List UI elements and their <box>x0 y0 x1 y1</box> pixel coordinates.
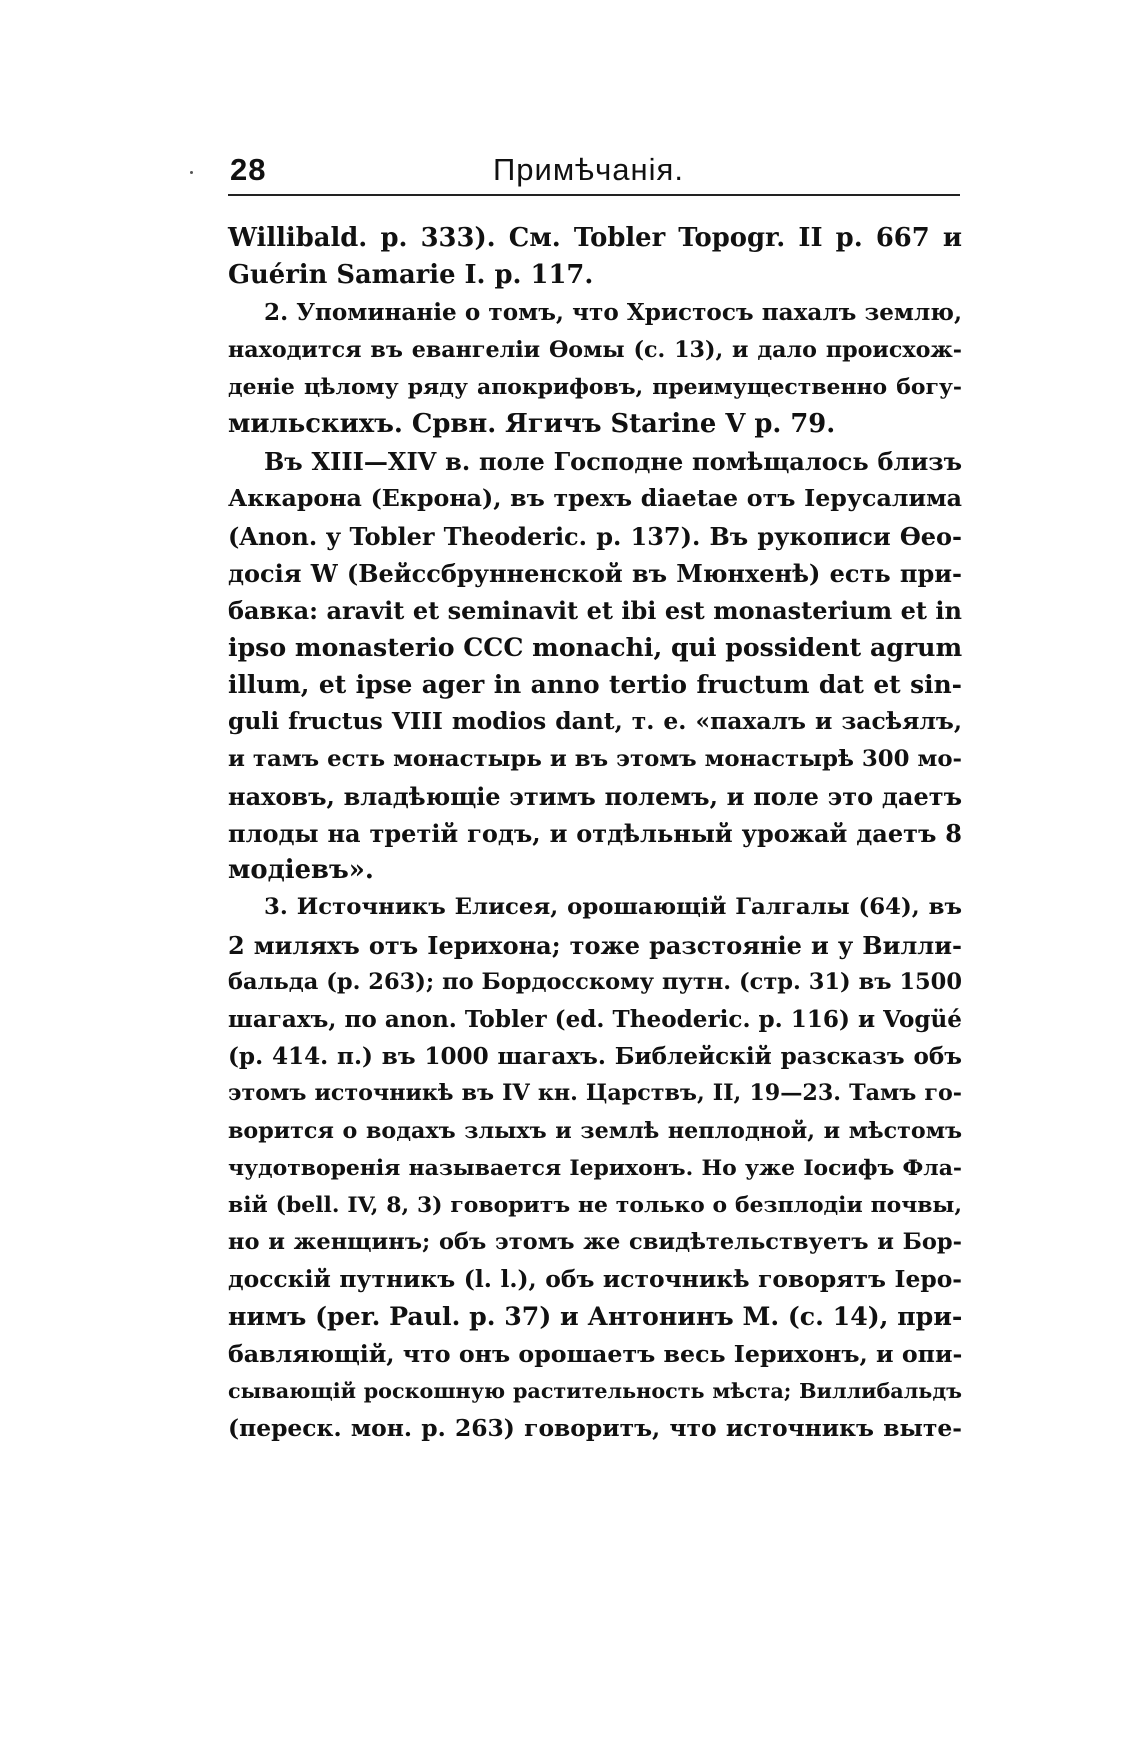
text-line: находится въ евангеліи Ѳомы (с. 13), и дало происхож- <box>228 336 962 363</box>
text-line: наховъ, владѣющіе этимъ полемъ, и поле это даетъ <box>228 781 962 811</box>
text-line: досія W (Вейссбрунненской въ Мюнхенѣ) есть при- <box>228 558 962 588</box>
text-line: (Anon. y Tobler Theoderic. p. 137). Въ рукописи Ѳео- <box>228 521 962 551</box>
running-title: Примѣчанія. <box>493 152 684 187</box>
text-line: бальда (p. 263); по Бордосскому путн. (стр. 31) въ 1500 <box>228 968 962 995</box>
text-line: плоды на третій годъ, и отдѣльный урожай даетъ 8 <box>228 819 962 848</box>
page-number: 28 <box>230 152 267 187</box>
text-line: Willibald. p. 333). См. Tobler Topogr. II p. 667 и <box>228 223 962 253</box>
text-line: деніе цѣлому ряду апокрифовъ, преимущественно богу- <box>228 373 962 400</box>
text-line: guli fructus VIII modios dant, т. е. «пахалъ и засѣялъ, <box>228 707 962 736</box>
text-line: мильскихъ. Срвн. Ягичъ Starine V p. 79. <box>228 408 836 439</box>
text-line: (p. 414. п.) въ 1000 шагахъ. Библейскій разсказъ объ <box>228 1043 962 1071</box>
text-line: 2 миляхъ отъ Іерихона; тоже разстояніе и у Вилли- <box>228 930 962 960</box>
text-line: Въ XIII—XIV в. поле Господне помѣщалось близъ <box>264 447 962 477</box>
text-line: досскій путникъ (l. l.), объ источникѣ говорятъ Іеро- <box>228 1265 962 1294</box>
text-line: Guérin Samarie I. p. 117. <box>228 260 594 291</box>
text-line: модіевъ». <box>228 855 374 886</box>
text-line: нимъ (per. Paul. p. 37) и Антонинъ М. (с. 14), при- <box>228 1301 963 1332</box>
text-line: шагахъ, по anon. Tobler (ed. Theoderic. p. 116) и Vogüé <box>228 1005 962 1033</box>
margin-dot <box>190 171 193 174</box>
text-line: чудотворенія называется Іерихонъ. Но уже Іосифъ Фла- <box>228 1154 962 1181</box>
text-line: этомъ источникѣ въ IV кн. Царствъ, II, 19—23. Тамъ го- <box>228 1080 962 1107</box>
text-line: 2. Упоминаніе о томъ, что Христосъ пахалъ землю, <box>264 299 962 327</box>
text-line: бавка: aravit et seminavit et ibi est monasterium et in <box>228 595 962 625</box>
text-line: бавляющій, что онъ орошаетъ весь Іерихонъ, и опи- <box>228 1339 963 1368</box>
text-line: illum, et ipse ager in anno tertio fructum dat et sin- <box>228 670 962 700</box>
text-line: ipso monasterio CCC monachi, qui possident agrum <box>228 632 963 663</box>
text-line: вій (bell. IV, 8, 3) говоритъ не только о безплодіи почвы, <box>228 1191 962 1218</box>
text-line: сывающій роскошную растительность мѣста; Виллибальдъ <box>228 1378 962 1403</box>
text-line: ворится о водахъ злыхъ и землѣ неплодной, и мѣстомъ <box>228 1117 962 1144</box>
text-line: и тамъ есть монастырь и въ этомъ монастырѣ 300 мо- <box>228 745 962 772</box>
body-text <box>228 220 962 1447</box>
page-header <box>228 148 960 196</box>
text-line: (переск. мон. p. 263) говоритъ, что источникъ выте- <box>228 1414 962 1442</box>
text-line: но и женщинъ; объ этомъ же свидѣтельствуетъ и Бор- <box>228 1229 962 1256</box>
text-line: 3. Источникъ Елисея, орошающій Галгалы (64), въ <box>264 894 962 921</box>
text-line: Аккарона (Екрона), въ трехъ diaetae отъ Іерусалима <box>228 484 962 513</box>
